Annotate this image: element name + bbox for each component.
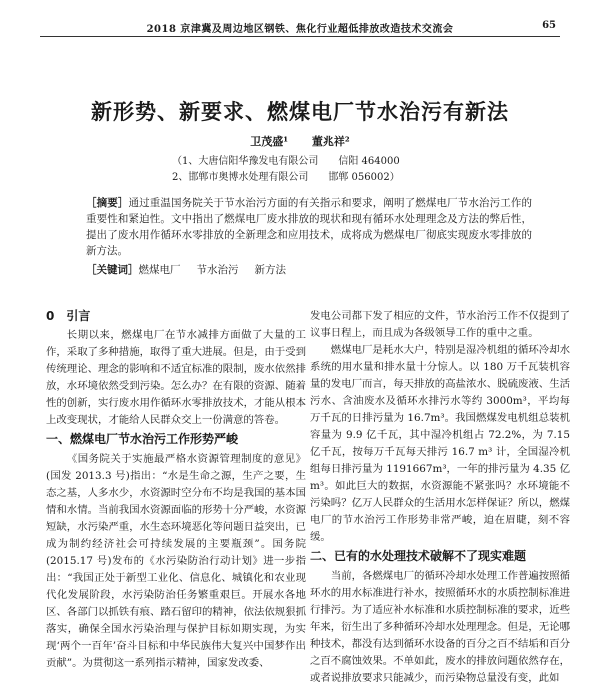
paragraph: 长期以来，燃煤电厂在节水减排方面做了大量的工作，采取了多种措施，取得了重大进展。但是，由于受到传统理论、理念的影响和不适宜标准的限制，废水依然排放，水环境依然受到污染。怎么办？在有限的资源、随着性的创新，实行废水用作循环水零排放技术，才能从根本上改变现状，才能给人民群众交上一份满意的答卷。 [46,329,306,426]
author-list [0,133,600,149]
keyword: 节水治污 [196,264,239,276]
affiliation-line: 2、邯郸市奥博水处理有限公司 邯郸 056002） [172,172,400,183]
paragraph: 《国务院关于实施最严格水资源管理制度的意见》(国发 2013.3 号)指出：“水是生命之源，生产之要，生态之基，人多水少，水资源时空分布不均是我国的基本国情和水情。当前我国水资源面临的形势十分严峻，水资源短缺，水污染严重，水生态环境恶化等问题日益突出，已成为制约经济社会可持续发展的主要瓶颈”。国务院(2015.17 号)发布的《水污染防治行动计划》进一步指出：“我国正处于新型工业化、信息化、城镇化和农业现代化发展阶段，水污染防治任务繁重艰巨。开展水各地区、各部门以抓铁有痕、踏石留印的精神，依法依规狠抓落实，确保全国水污染治理与保护目标如期实现，为实现‘两个一百年’奋斗目标和中华民族伟大复兴中国梦作出贡献”。为贯彻这一系列指示精神，国家发改委、 [46,453,306,669]
section-heading-1: 一、燃煤电厂节水治污工作形势严峻 [46,432,239,446]
keyword: 燃煤电厂 [138,264,181,276]
running-header [40,20,560,37]
keyword: 新方法 [254,264,286,276]
keywords-label: ［关键词］ [86,264,139,276]
affiliation-line: （1、大唐信阳华豫发电有限公司 信阳 464000 [172,156,400,167]
abstract-text: 通过重温国务院关于节水治污方面的有关指示和要求，阐明了燃煤电厂节水治污工作的重要性和紧迫性。文中指出了燃煤电厂废水排放的现状和现有循环水处理理念及方法的弊后性，提出了废水用作循环水零排放的全新理念和应用技术，成将成为燃煤电厂彻底实现废水零排放的新方法。 [86,197,533,257]
section-heading-2: 二、已有的水处理技术破解不了现实难题 [310,549,527,563]
left-column [46,308,306,672]
paper-title: 新形势、新要求、燃煤电厂节水治污有新法 [91,100,509,124]
paragraph: 发电公司都下发了相应的文件，节水治污工作不仅提到了议事日程上，而且成为各级领导工作的重中之重。 [310,310,570,339]
keywords [86,262,532,277]
affiliations [172,154,400,186]
page-number: 65 [542,20,556,31]
section-heading-intro: 0 引言 [46,309,91,323]
right-column [310,308,570,687]
paragraph: 燃煤电厂是耗水大户，特别是湿冷机组的循环冷却水系统的用水量和排水量十分惊人。以 180 万千瓦装机容量的发电厂而言，每天排放的高盐浓水、脱硫废液、生活污水、含油废水及循环水排污水等约 3000m³，平均每万千瓦的日排污量为 16.7m³。我国燃煤发电机组总装机容量为 9.9 亿千瓦，其中湿冷机组占 72.2%，为 7.15 亿千瓦，按每万千瓦每天排污 16.7 m³ 计，全国湿冷机组每日排污量为 1191667m³，一年的排污量为 4.35 亿 m³。如此巨大的数据，水资源能不紧张吗？水环境能不污染吗？亿万人民群众的生活用水怎样保证？所以，燃煤电厂的节水治污工作形势非常严峻，迫在眉睫，刻不容缓。 [310,344,570,543]
abstract-label: ［摘要］ [86,197,129,209]
paragraph: 当前，各燃煤电厂的循环冷却水处理工作普遍按照循环水的用水标准进行补水，按照循环水的水质控制标准进行排污。为了适应补水标准和水质控制标准的要求，近些年来，衍生出了多种循环冷却水处理理念。但是，无论哪种技术，都没有达到循环水设备的百分之百不结垢和百分之百不腐蚀效果。不单如此，废水的排放问题依然存在，或者说排放要求只能减少，而污染物总量没有变，此如 [310,570,570,684]
author-name: 董兆祥² [311,135,350,148]
abstract [86,195,532,259]
running-title: 2018 京津冀及周边地区钢铁、焦化行业超低排放改造技术交流会 [146,24,454,35]
author-name: 卫茂盛¹ [250,135,289,148]
